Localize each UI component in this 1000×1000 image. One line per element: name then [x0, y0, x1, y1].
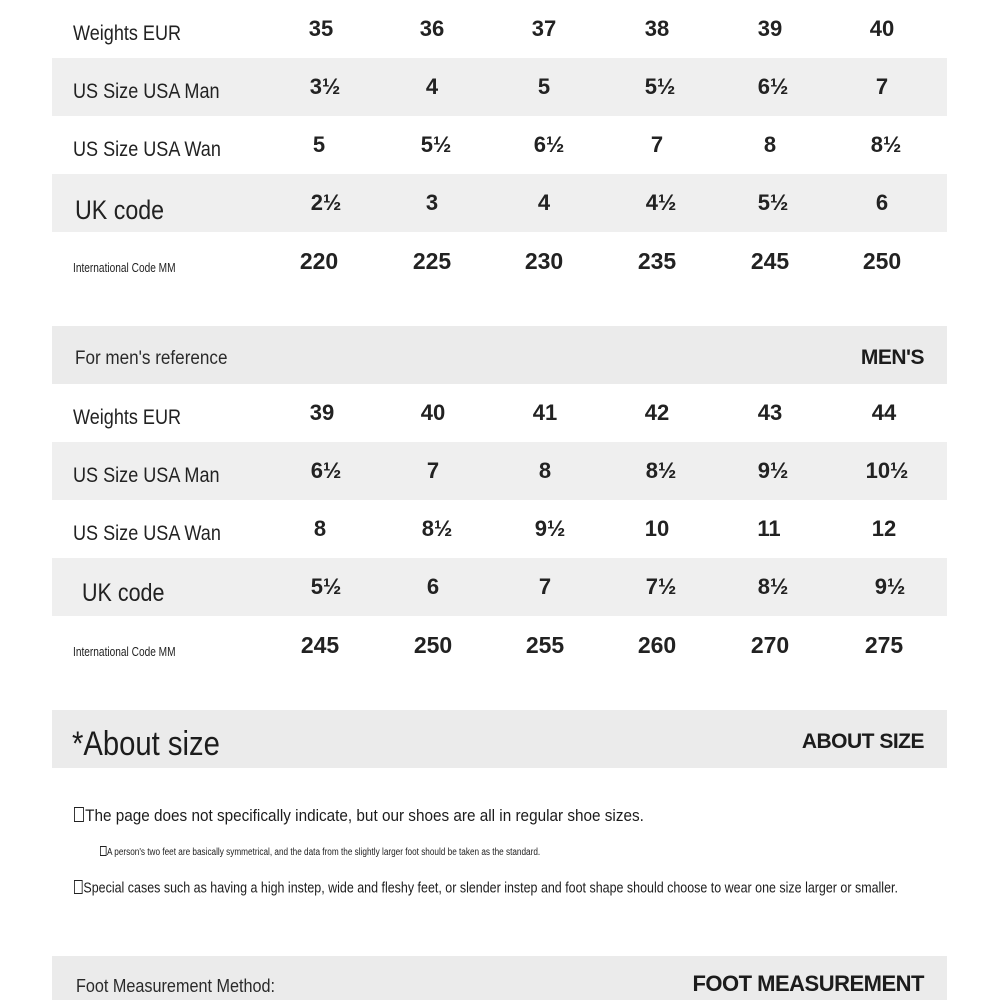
size-cell: 5 [312, 132, 326, 157]
size-cell: 235 [637, 247, 677, 274]
size-cell: 7 [875, 74, 889, 99]
size-cell: 230 [524, 247, 564, 274]
bullet-icon [100, 846, 106, 856]
size-cell: 36 [419, 16, 445, 41]
size-cell: 39 [309, 400, 335, 425]
size-cell: 5½ [310, 574, 342, 599]
row-label: International Code MM [73, 260, 176, 275]
size-cell: 38 [644, 16, 670, 41]
size-cell: 8 [763, 132, 777, 157]
table-row-mm [52, 232, 947, 290]
size-cell: 41 [532, 400, 558, 425]
size-cell: 4 [537, 190, 551, 215]
size-cell: 40 [869, 16, 895, 41]
size-cell: 10 [644, 516, 670, 541]
size-cell: 7 [650, 132, 664, 157]
size-cell: 12 [871, 516, 897, 541]
section-label: ABOUT SIZE [801, 730, 924, 753]
size-cell: 2½ [310, 190, 342, 215]
section-title: *About size [72, 725, 220, 763]
size-note: The page does not specifically indicate, but our shoes are all in regular shoe sizes. [74, 806, 644, 826]
row-label: International Code MM [73, 644, 176, 659]
size-cell: 5 [537, 74, 551, 99]
row-label: Weights EUR [73, 22, 182, 45]
section-title: For men's reference [75, 348, 228, 369]
size-cell: 260 [637, 631, 677, 658]
size-cell: 4½ [645, 190, 677, 215]
size-cell: 3½ [309, 74, 341, 99]
size-cell: 8 [538, 458, 552, 483]
row-label: US Size USA Man [73, 80, 220, 103]
size-cell: 8½ [421, 516, 453, 541]
size-cell: 4 [425, 74, 439, 99]
foot-measurement-header [52, 956, 947, 1000]
size-cell: 220 [299, 247, 339, 274]
section-title: Foot Measurement Method: [76, 976, 275, 996]
size-cell: 43 [757, 400, 783, 425]
table-row-us-woman [52, 116, 947, 174]
size-table-men [52, 384, 947, 674]
size-cell: 42 [644, 400, 670, 425]
table-row-us-man [52, 58, 947, 116]
table-row-eur [52, 0, 947, 58]
table-row-mm [52, 616, 947, 674]
size-cell: 6½ [533, 132, 565, 157]
size-cell: 9½ [757, 458, 789, 483]
size-cell: 245 [300, 631, 340, 658]
about-size-header [52, 710, 947, 768]
size-cell: 245 [750, 247, 790, 274]
section-label: FOOT MEASUREMENT [692, 971, 924, 996]
size-cell: 225 [412, 247, 452, 274]
size-cell: 255 [525, 631, 565, 658]
section-label: MEN'S [860, 346, 924, 369]
size-cell: 275 [864, 631, 904, 658]
size-cell: 6½ [757, 74, 789, 99]
size-cell: 6 [875, 190, 889, 215]
mens-section-header [52, 326, 947, 384]
row-label: US Size USA Man [73, 464, 220, 487]
row-label: US Size USA Wan [73, 138, 221, 161]
size-cell: 5½ [420, 132, 452, 157]
size-cell: 44 [871, 400, 897, 425]
size-cell: 3 [425, 190, 439, 215]
size-cell: 8½ [870, 132, 902, 157]
size-cell: 250 [413, 631, 453, 658]
table-row-uk [52, 174, 947, 232]
size-cell: 8½ [757, 574, 789, 599]
size-cell: 8 [313, 516, 327, 541]
size-cell: 9½ [874, 574, 906, 599]
size-cell: 7½ [645, 574, 677, 599]
size-cell: 10½ [865, 458, 909, 483]
size-cell: 5½ [757, 190, 789, 215]
size-cell: 37 [531, 16, 557, 41]
size-cell: 5½ [644, 74, 676, 99]
size-cell: 7 [538, 574, 552, 599]
size-cell: 7 [426, 458, 440, 483]
size-cell: 270 [750, 631, 790, 658]
bullet-icon [74, 880, 83, 894]
size-note: A person's two feet are basically symmetrical, and the data from the slightly larger foot should be taken as the standard. [100, 846, 540, 858]
table-row-eur [52, 384, 947, 442]
row-label: US Size USA Wan [73, 522, 221, 545]
size-table-women [52, 0, 947, 290]
size-note: Special cases such as having a high instep, wide and fleshy feet, or slender instep and foot shape should choose to wear one size larger or smaller. [74, 880, 898, 896]
size-cell: 6 [426, 574, 440, 599]
size-cell: 8½ [645, 458, 677, 483]
size-cell: 40 [420, 400, 446, 425]
size-cell: 9½ [534, 516, 566, 541]
table-row-uk [52, 558, 947, 616]
bullet-icon [74, 807, 84, 823]
size-cell: 250 [862, 247, 902, 274]
row-label: UK code [82, 579, 165, 607]
table-row-us-woman [52, 500, 947, 558]
size-cell: 39 [757, 16, 783, 41]
size-cell: 11 [757, 516, 781, 541]
row-label: Weights EUR [73, 406, 182, 429]
size-cell: 6½ [310, 458, 342, 483]
size-cell: 35 [308, 16, 334, 41]
row-label: UK code [75, 195, 165, 225]
table-row-us-man [52, 442, 947, 500]
